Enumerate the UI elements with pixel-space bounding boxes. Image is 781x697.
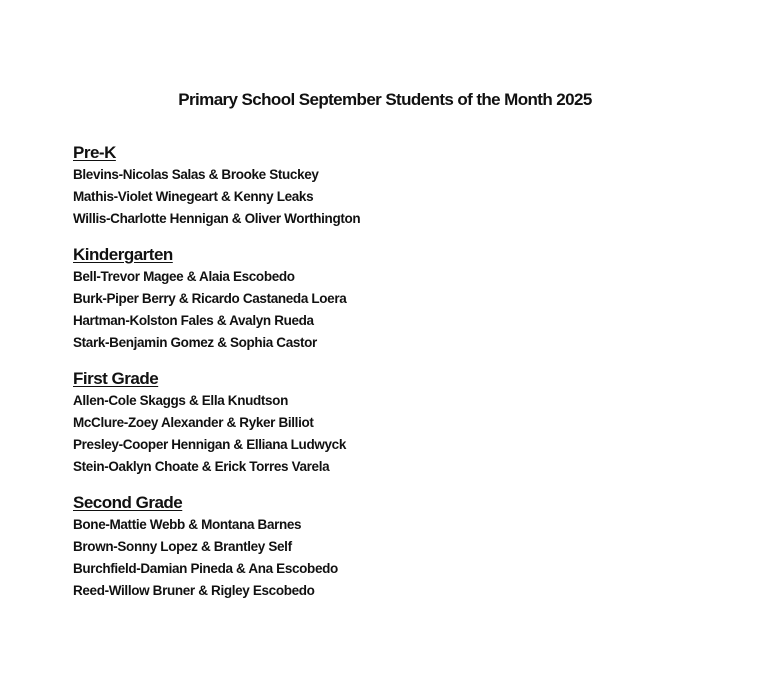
student-entry: McClure-Zoey Alexander & Ryker Billiot: [73, 415, 314, 430]
student-entry: Willis-Charlotte Hennigan & Oliver Worthington: [73, 211, 361, 226]
document-title: Primary School September Students of the Month 2025: [178, 90, 592, 109]
grade-sections: [73, 142, 753, 616]
student-entry: Allen-Cole Skaggs & Ella Knudtson: [73, 393, 288, 408]
student-entry: Blevins-Nicolas Salas & Brooke Stuckey: [73, 167, 319, 182]
student-entry: Burk-Piper Berry & Ricardo Castaneda Loera: [73, 291, 347, 306]
student-entry: Presley-Cooper Hennigan & Elliana Ludwyck: [73, 437, 346, 452]
section-second-grade: [73, 492, 753, 602]
section-kindergarten: [73, 244, 753, 354]
student-entry: Burchfield-Damian Pineda & Ana Escobedo: [73, 561, 338, 576]
section-heading: First Grade: [73, 369, 159, 388]
section-heading: Pre-K: [73, 143, 116, 162]
student-entry: Stein-Oaklyn Choate & Erick Torres Varela: [73, 459, 330, 474]
student-entry: Bell-Trevor Magee & Alaia Escobedo: [73, 269, 295, 284]
student-entry: Hartman-Kolston Fales & Avalyn Rueda: [73, 313, 314, 328]
section-first-grade: [73, 368, 753, 478]
student-entry: Reed-Willow Bruner & Rigley Escobedo: [73, 583, 315, 598]
student-entry: Stark-Benjamin Gomez & Sophia Castor: [73, 335, 317, 350]
student-entry: Brown-Sonny Lopez & Brantley Self: [73, 539, 292, 554]
section-heading: Second Grade: [73, 493, 183, 512]
section-heading: Kindergarten: [73, 245, 173, 264]
section-pre-k: [73, 142, 753, 230]
student-entry: Bone-Mattie Webb & Montana Barnes: [73, 517, 302, 532]
student-entry: Mathis-Violet Winegeart & Kenny Leaks: [73, 189, 314, 204]
